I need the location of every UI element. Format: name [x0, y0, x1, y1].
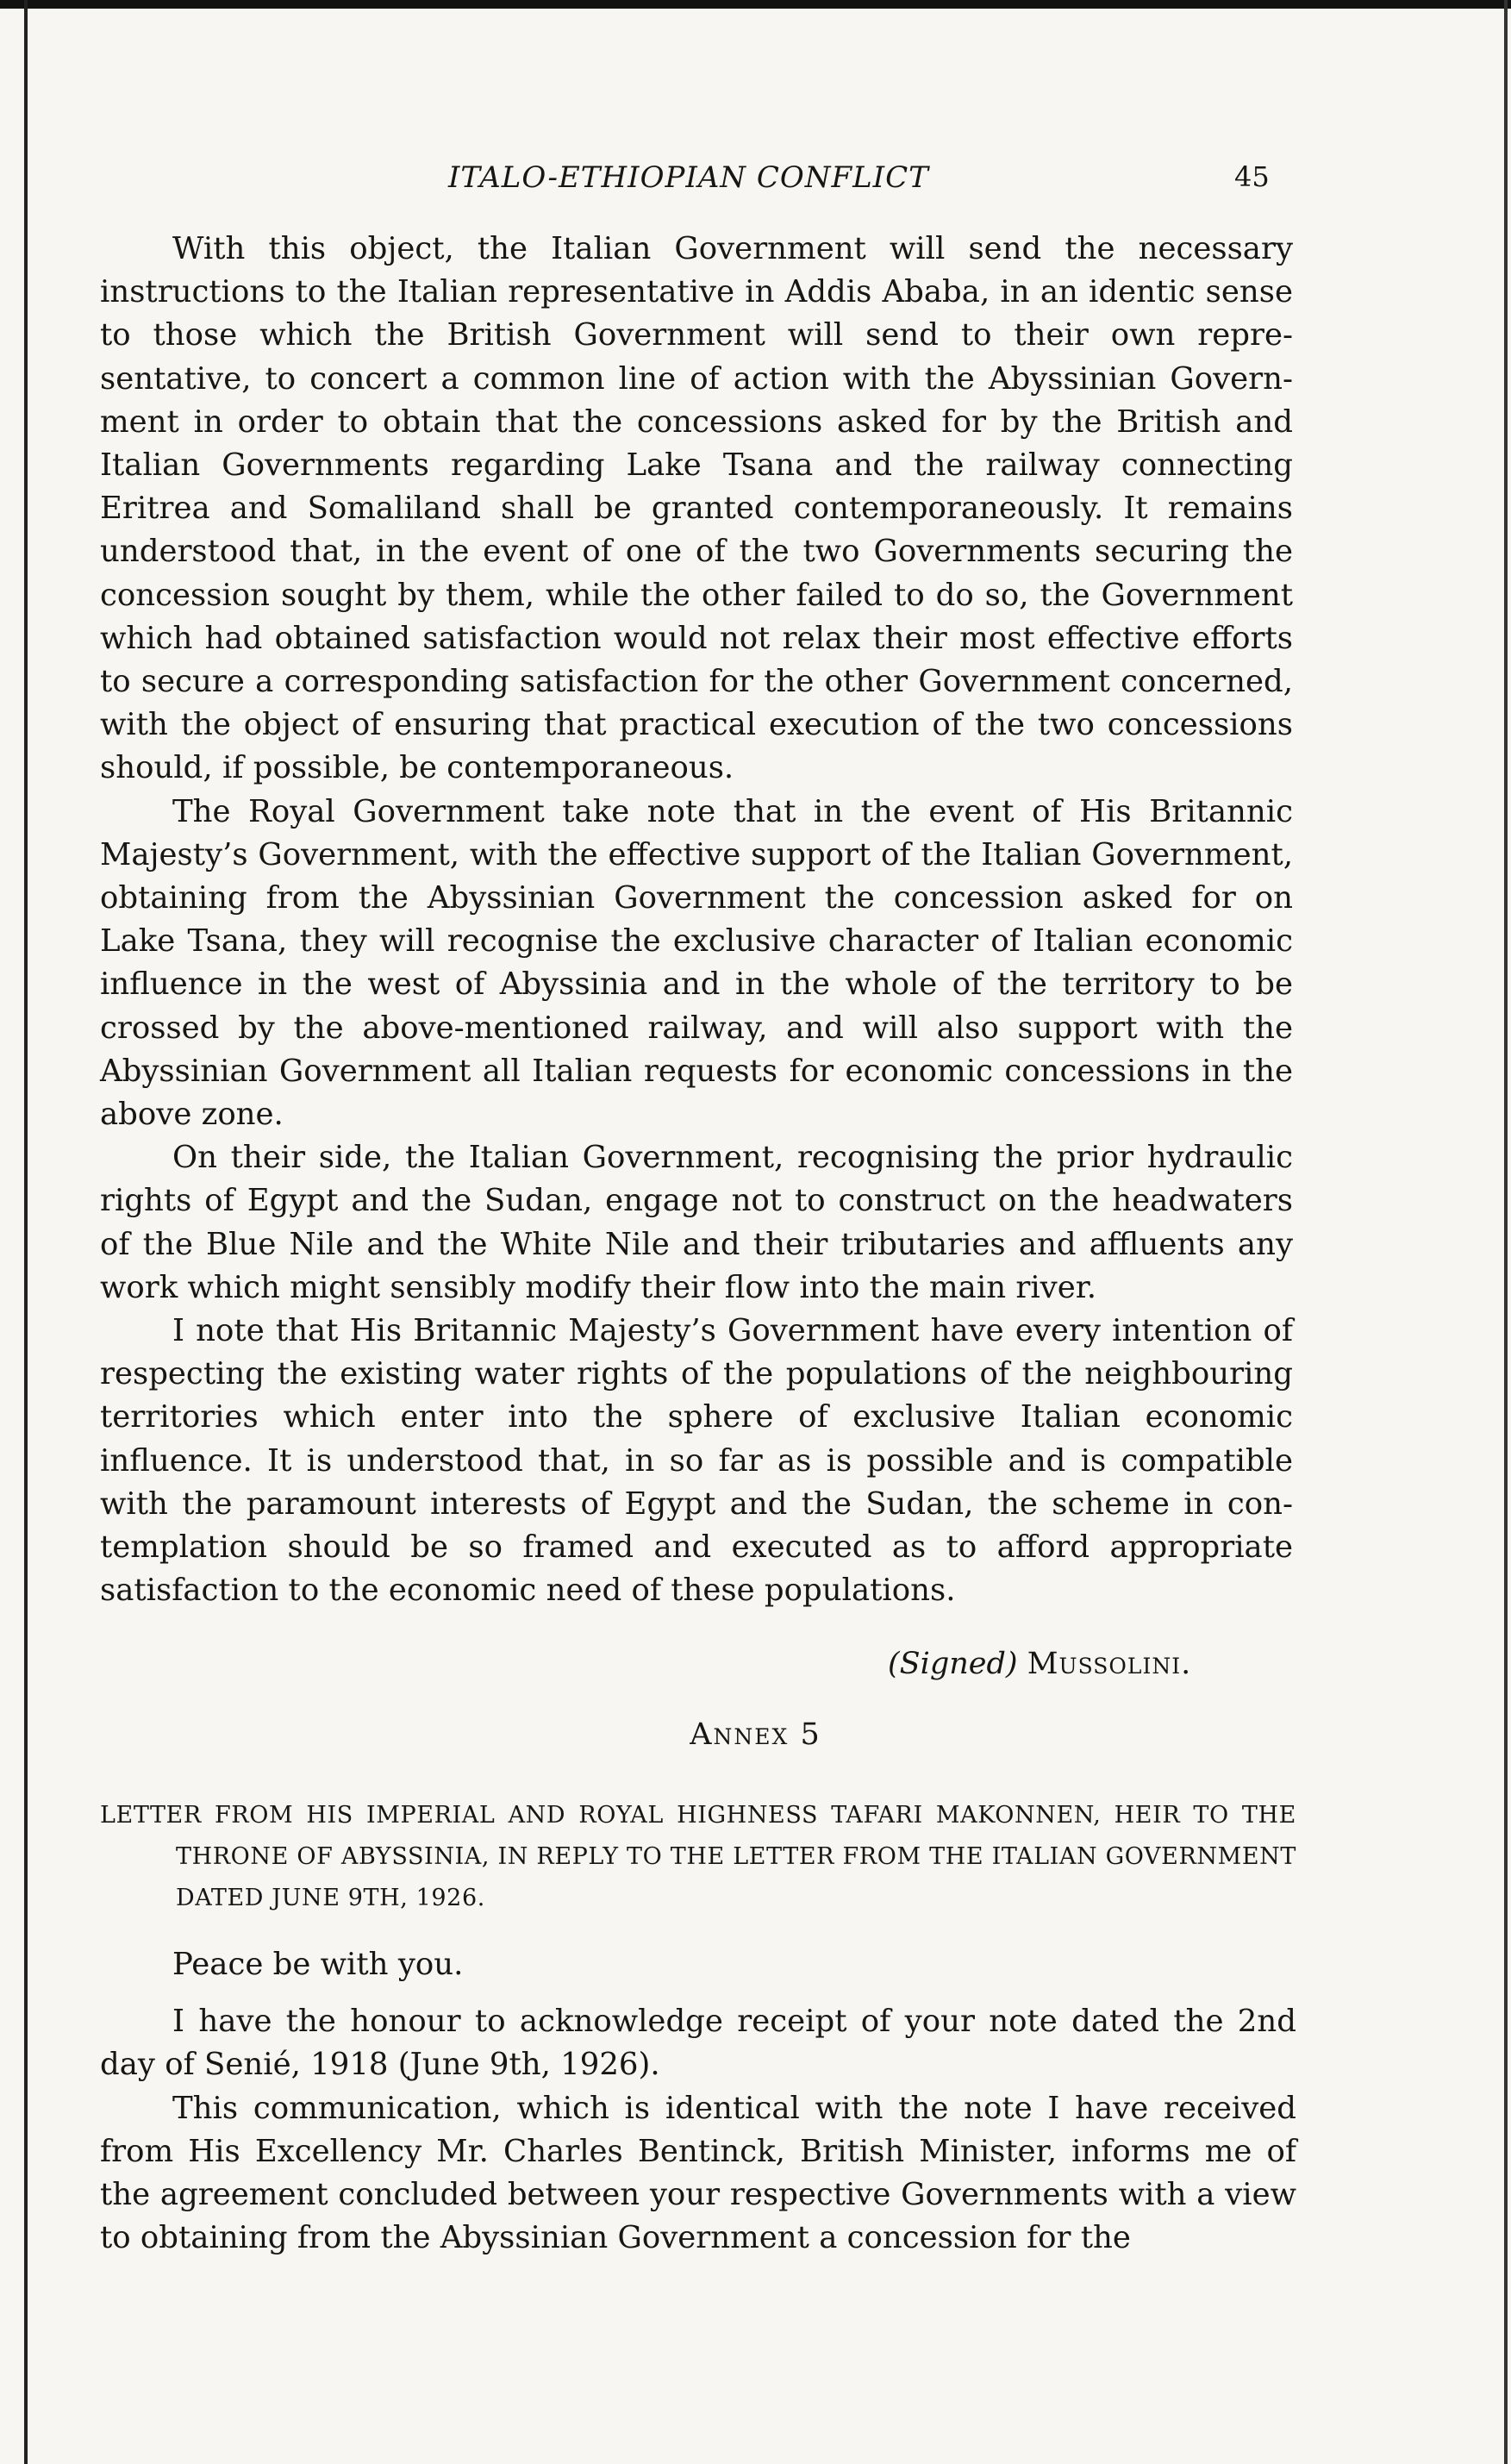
- letter-paragraph: I have the honour to acknowledge receipt of your note dated the 2nd day of Senié, 1918 (June 9th, 1926).: [100, 2004, 1296, 2083]
- signature-label: (Signed): [888, 1647, 1018, 1681]
- signature-name: Mussolini.: [1027, 1647, 1192, 1681]
- running-head: [0, 160, 1511, 203]
- scan-top-edge: [0, 0, 1511, 9]
- main-body: [100, 228, 1293, 1613]
- scan-left-edge: [24, 0, 28, 2464]
- paragraph: With this object, the Italian Government will send the necessary instructions to the Italian representative in Addis Ababa, in an identic sense to those which the British Government will send to their own representative, to concert a common line of action with the Abyssinian Government in order to obtain that the concessions asked for by the British and Italian Governments regarding Lake Tsana and the railway connecting Eritrea and Somaliland shall be granted contemporaneously. It remains understood that, in the event of one of the two Governments securing the concession sought by them, while the other failed to do so, the Government which had obtained satisfaction would not relax their most effective efforts to secure a corresponding satisfaction for the other Government concerned, with the object of ensuring that practical execution of the two concessions should, if possible, be contemporaneous.: [100, 231, 1293, 786]
- paragraph: On their side, the Italian Government, recognising the prior hydraulic rights of Egypt and the Sudan, engage not to construct on the headwaters of the Blue Nile and the White Nile and their tributaries and affluents any work which might sensibly modify their flow into the main river.: [100, 1140, 1293, 1305]
- running-title: ITALO-ETHIOPIAN CONFLICT: [448, 160, 929, 195]
- letter-body: [100, 1943, 1296, 2260]
- signature: [888, 1647, 1191, 1681]
- letter-paragraph: This communication, which is identical with the note I have received from His Excellency Mr. Charles Bentinck, British Minister, informs me of the agreement concluded between your respective Governments with a view to obtaining from the Abyssinian Government a concession for the: [100, 2090, 1296, 2256]
- paragraph: I note that His Britannic Majesty’s Government have every intention of respecting the existing water rights of the populations of the neighbouring territories which enter into the sphere of exclusive Italian economic influence. It is understood that, in so far as is possible and is compatible with the paramount interests of Egypt and the Sudan, the scheme in contemplation should be so framed and executed as to afford appropriate satisfaction to the economic need of these populations.: [100, 1313, 1293, 1609]
- scan-right-edge: [1504, 0, 1508, 2464]
- letter-greeting: Peace be with you.: [172, 1947, 464, 1982]
- page-number: 45: [1234, 160, 1270, 193]
- letter-heading: LETTER FROM HIS IMPERIAL AND ROYAL HIGHNESS TAFARI MAKONNEN, HEIR TO THE THRONE OF ABYSSINIA, IN REPLY TO THE LETTER FROM THE ITALIAN GOVERNMENT DATED JUNE 9TH, 1926.: [100, 1802, 1296, 1911]
- paragraph: The Royal Government take note that in the event of His Britannic Majesty’s Government, with the effective support of the Italian Government, obtaining from the Abyssinian Government the concession asked for on Lake Tsana, they will recognise the exclusive character of Italian economic influence in the west of Abyssinia and in the whole of the territory to be crossed by the above-mentioned railway, and will also support with the Abyssinian Government all Italian requests for economic concessions in the above zone.: [100, 793, 1293, 1133]
- annex-title: Annex 5: [690, 1717, 821, 1752]
